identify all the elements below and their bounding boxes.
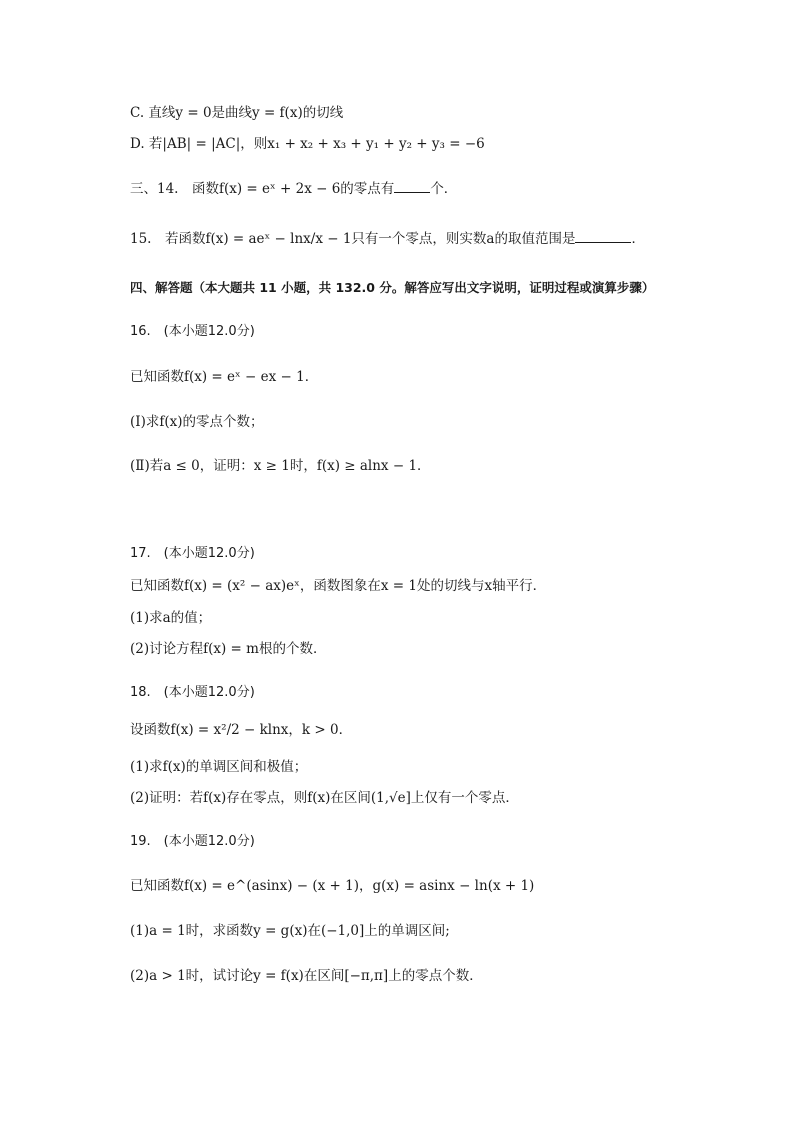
question-16-header: 16. (本小题12.0分) [130,324,255,339]
question-17-part-2: (2)讨论方程f(x) = m根的个数． [130,641,327,657]
question-18-header: 18. (本小题12.0分) [130,685,255,700]
question-18-part-1: (1)求f(x)的单调区间和极值； [130,759,308,775]
answer-blank [575,228,631,243]
question-19-part-2: (2)a > 1时，试讨论y = f(x)在区间[−π,π]上的零点个数． [130,968,483,984]
question-18-part-2: (2)证明：若f(x)存在零点，则f(x)在区间(1,√e]上仅有一个零点． [130,790,519,806]
option-d: D. 若|AB| = |AC|，则x₁ + x₂ + x₃ + y₁ + y₂ + y₃ = −6 [130,136,485,152]
question-19-part-1: (1)a = 1时，求函数y = g(x)在(−1,0]上的单调区间; [130,923,450,939]
question-17-header: 17. (本小题12.0分) [130,546,255,561]
question-15: 15. 若函数f(x) = aeˣ − lnx/x − 1只有一个零点，则实数a的取值范围是 ． [130,228,734,248]
question-19-header: 19. (本小题12.0分) [130,834,255,849]
question-16-part-1: (Ⅰ)求f(x)的零点个数； [130,414,264,430]
section-heading: 四、解答题（本大题共 11 小题，共 132.0 分。解答应写出文字说明，证明过程或演算步骤） [130,280,655,295]
question-14: 三、14. 函数f(x) = eˣ + 2x − 6的零点有 个． [130,178,734,198]
question-17-part-1: (1)求a的值； [130,610,212,626]
option-c: C. 直线y = 0是曲线y = f(x)的切线 [130,105,344,121]
answer-blank [394,178,430,193]
question-19-stem: 已知函数f(x) = e^(asinx) − (x + 1)，g(x) = asinx − ln(x + 1) [130,878,535,894]
question-18-stem: 设函数f(x) = x²/2 − klnx，k > 0． [130,722,353,738]
question-16-part-2: (Ⅱ)若a ≤ 0，证明：x ≥ 1时，f(x) ≥ alnx − 1． [130,458,431,474]
question-16-stem: 已知函数f(x) = eˣ − ex − 1． [130,369,319,385]
question-17-stem: 已知函数f(x) = (x² − ax)eˣ，函数图象在x = 1处的切线与x轴平行． [130,578,547,594]
